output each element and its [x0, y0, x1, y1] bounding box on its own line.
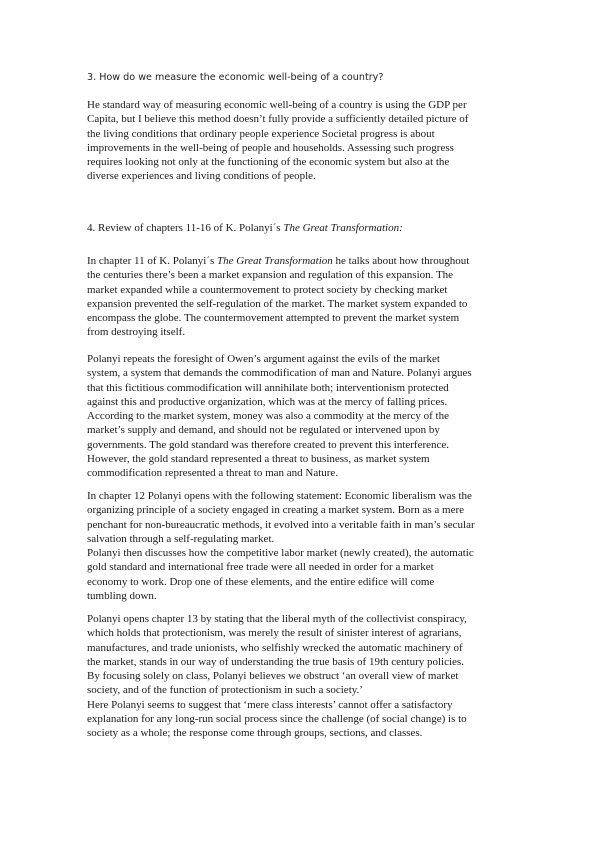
chapter-13-paragraph — [87, 612, 517, 741]
text-line — [87, 254, 517, 268]
text-line: against this and productive organization, which was at the mercy of falling prices. — [87, 395, 448, 408]
text-line: diverse experiences and living conditions of people. — [87, 170, 316, 183]
section-4-heading-title: The Great Transformation: — [283, 222, 403, 234]
text-line: explanation for any long-run social process since the challenge (of social change) is to — [87, 713, 467, 726]
text-span: In chapter 11 of K. Polanyi´s — [87, 255, 218, 267]
text-line: from destroying itself. — [87, 326, 186, 339]
text-line: gold standard and international free trade were all needed in order for a market — [87, 561, 434, 574]
question-3-answer — [87, 98, 517, 184]
text-line: penchant for non-bureaucratic methods, it evolved into a veritable faith in man’s secular — [87, 518, 475, 531]
text-line: requires looking not only at the functioning of the economic system but also at the — [87, 156, 450, 169]
text-line: market expanded while a countermovement to protect society by checking market — [87, 283, 448, 296]
text-line: organizing principle of a society engaged in creating a market system. Born as a mere — [87, 504, 465, 517]
text-line: expansion prevented the self-regulation of the market. The market system expanded to — [87, 297, 468, 310]
text-line: He standard way of measuring economic well-being of a country is using the GDP per — [87, 99, 467, 111]
text-line: society as a whole; the response come through groups, sections, and classes. — [87, 727, 423, 740]
text-line: Here Polanyi seems to suggest that ‘mere class interests’ cannot offer a satisfactory — [87, 698, 453, 711]
text-line: the market, stands in our way of understanding the true basis of 19th century policies. — [87, 655, 464, 668]
text-line: Capita, but I believe this method doesn’t fully provide a sufficiently detailed picture of — [87, 113, 469, 126]
text-line: tumbling down. — [87, 590, 157, 603]
section-4-heading-prefix: 4. Review of chapters 11-16 of K. Polanyi´s — [87, 222, 284, 234]
text-line: which holds that protectionism, was merely the result of sinister interest of agrarians, — [87, 627, 462, 640]
text-line: By focusing solely on class, Polanyi believes we obstruct ‘an overall view of market — [87, 670, 459, 683]
text-line: system, a system that demands the commodification of man and Nature. Polanyi argues — [87, 367, 472, 380]
text-line: that this fictitious commodification will annihilate both; interventionism protected — [87, 381, 449, 394]
chapter-12-paragraph — [87, 489, 517, 603]
text-span: he talks about how throughout — [332, 255, 470, 267]
text-line: the living conditions that ordinary people experience Societal progress is about — [87, 127, 435, 140]
text-line: society, and of the function of protectionism in such a society.’ — [87, 684, 363, 697]
text-line: According to the market system, money was also a commodity at the mercy of the — [87, 410, 449, 423]
section-4-heading — [87, 222, 403, 234]
text-line: economy to work. Drop one of these elements, and the entire edifice will come — [87, 575, 435, 588]
text-line: improvements in the well-being of people and households. Assessing such progress — [87, 141, 454, 154]
book-title: The Great Transformation — [217, 255, 333, 267]
text-line: Polanyi repeats the foresight of Owen’s argument against the evils of the market — [87, 353, 440, 365]
text-line: Polanyi then discusses how the competitive labor market (newly created), the automatic — [87, 547, 474, 560]
text-line: manufactures, and trade unionists, who selfishly wrecked the automatic machinery of — [87, 641, 463, 654]
chapter-11-continued-paragraph — [87, 352, 517, 481]
text-line: encompass the globe. The countermovement attempted to prevent the market system — [87, 312, 460, 325]
text-line: However, the gold standard represented a threat to business, as market system — [87, 453, 430, 466]
text-line: salvation through a self-regulating market. — [87, 532, 275, 545]
question-3-heading: 3. How do we measure the economic well-being of a country? — [87, 72, 384, 83]
text-line: Polanyi opens chapter 13 by stating that the liberal myth of the collectivist conspiracy, — [87, 613, 467, 625]
chapter-11-paragraph — [87, 254, 517, 340]
text-line: the centuries there’s been a market expansion and regulation of this expansion. The — [87, 269, 454, 282]
text-line: commodification represented a threat to man and Nature. — [87, 467, 339, 480]
text-line: governments. The gold standard was therefore created to prevent this interference. — [87, 438, 450, 451]
text-line: In chapter 12 Polanyi opens with the following statement: Economic liberalism was the — [87, 490, 472, 502]
text-line: market’s supply and demand, and should not be regulated or intervened upon by — [87, 424, 440, 437]
